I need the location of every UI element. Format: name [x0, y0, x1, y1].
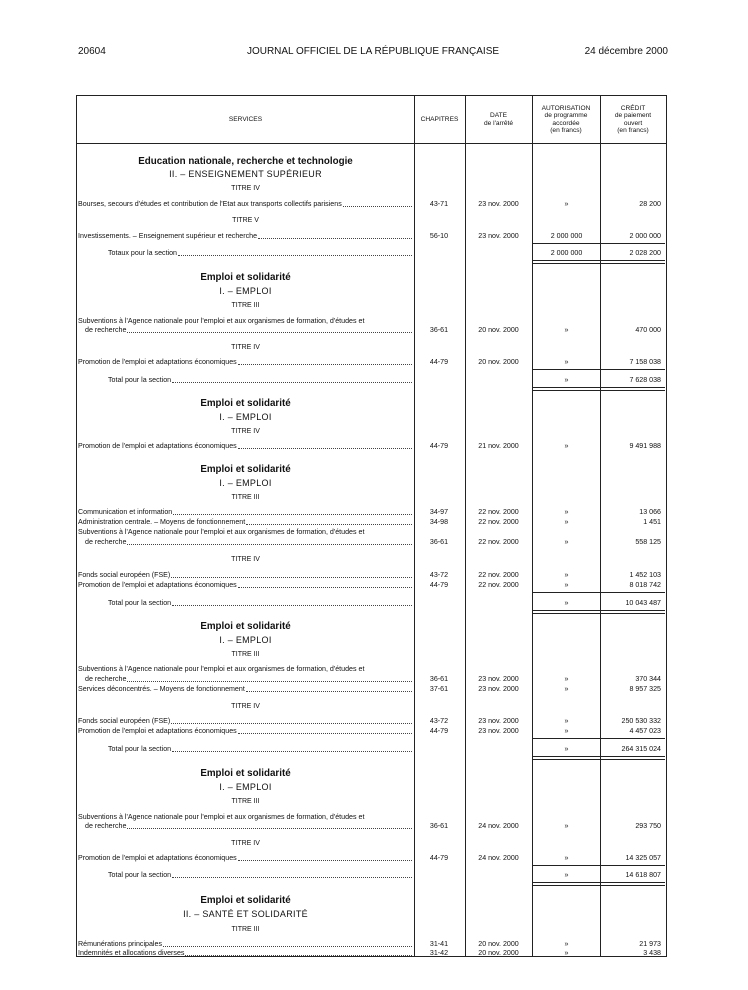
subtotal-rule — [533, 243, 665, 244]
titre-heading: TITRE III — [231, 302, 260, 309]
subtotal-rule — [533, 738, 665, 739]
subtotal-rule — [533, 592, 665, 593]
table-row: Indemnités et allocations diverses 31-42 20 nov. 2000 » 3 438 — [78, 949, 661, 957]
credits-table — [76, 95, 667, 957]
ministry-heading: Emploi et solidarité — [200, 272, 291, 283]
header-services: SERVICES — [228, 115, 263, 123]
section-subtitle: I. – EMPLOI — [219, 782, 272, 792]
table-row: Services déconcentrés. – Moyens de fonctionnement 37-61 23 nov. 2000 » 8 957 325 — [78, 685, 661, 693]
total-rule — [533, 610, 665, 614]
page-header — [78, 46, 668, 60]
table-row: Subventions à l'Agence nationale pour l'emploi et aux organismes de formation, d'études et — [78, 813, 365, 821]
titre-heading: TITRE III — [231, 926, 260, 933]
section-subtitle: I. – EMPLOI — [219, 478, 272, 488]
publication-date: 24 décembre 2000 — [584, 46, 668, 57]
section-subtitle: I. – EMPLOI — [219, 635, 272, 645]
table-row: Subventions à l'Agence nationale pour l'emploi et aux organismes de formation, d'études et — [78, 665, 365, 673]
section-subtitle: II. – SANTÉ ET SOLIDARITÉ — [183, 909, 308, 919]
table-row: Fonds social européen (FSE) 43-72 22 nov. 2000 » 1 452 103 — [78, 571, 661, 579]
table-row: Promotion de l'emploi et adaptations économiques 44-79 20 nov. 2000 » 7 158 038 — [78, 358, 661, 366]
page-number: 20604 — [78, 46, 106, 57]
header-date: DATE de l'arrêté — [483, 112, 514, 127]
section-subtitle: II. – ENSEIGNEMENT SUPÉRIEUR — [169, 169, 322, 179]
subtotal-rule — [533, 865, 665, 866]
titre-heading: TITRE IV — [231, 428, 260, 435]
table-row: de recherche 36-61 22 nov. 2000 » 558 125 — [85, 538, 661, 546]
table-row: Investissements. – Enseignement supérieur et recherche 56-10 23 nov. 2000 2 000 000 2 000 000 — [78, 232, 661, 240]
table-row: Promotion de l'emploi et adaptations économiques 44-79 23 nov. 2000 » 4 457 023 — [78, 727, 661, 735]
ministry-heading: Emploi et solidarité — [200, 464, 291, 475]
titre-heading: TITRE III — [231, 651, 260, 658]
table-row: Communication et information 34-97 22 nov. 2000 » 13 066 — [78, 508, 661, 516]
titre-heading: TITRE IV — [231, 840, 260, 847]
table-row: de recherche 36-61 24 nov. 2000 » 293 750 — [85, 822, 661, 830]
section-subtitle: I. – EMPLOI — [219, 412, 272, 422]
total-row: Totaux pour la section 2 000 000 2 028 200 — [108, 249, 661, 257]
table-row: Promotion de l'emploi et adaptations économiques 44-79 22 nov. 2000 » 8 018 742 — [78, 581, 661, 589]
ministry-heading: Emploi et solidarité — [200, 895, 291, 906]
table-row: Fonds social européen (FSE) 43-72 23 nov. 2000 » 250 530 332 — [78, 717, 661, 725]
table-row: Subventions à l'Agence nationale pour l'emploi et aux organismes de formation, d'études et — [78, 528, 365, 536]
header-autorisation: AUTORISATION de programme accordée (en francs) — [541, 104, 591, 134]
ministry-heading: Emploi et solidarité — [200, 621, 291, 632]
titre-heading: TITRE III — [231, 494, 260, 501]
ministry-heading: Emploi et solidarité — [200, 398, 291, 409]
table-row: Bourses, secours d'études et contribution de l'Etat aux transports collectifs parisiens 43-71 23 nov. 2000 » 28 200 — [78, 200, 661, 208]
total-row: Total pour la section » 264 315 024 — [108, 745, 661, 753]
table-row: de recherche 36-61 20 nov. 2000 » 470 000 — [85, 326, 661, 334]
titre-heading: TITRE IV — [231, 185, 260, 192]
total-rule — [533, 882, 665, 886]
total-rule — [533, 260, 665, 264]
ministry-heading: Emploi et solidarité — [200, 768, 291, 779]
ministry-heading: Education nationale, recherche et technologie — [138, 156, 353, 167]
column-headers — [77, 96, 666, 144]
total-rule — [533, 756, 665, 760]
table-row: de recherche 36-61 23 nov. 2000 » 370 344 — [85, 675, 661, 683]
table-row: Rémunérations principales 31-41 20 nov. 2000 » 21 973 — [78, 940, 661, 948]
titre-heading: TITRE III — [231, 798, 260, 805]
total-row: Total pour la section » 10 043 487 — [108, 599, 661, 607]
table-row: Promotion de l'emploi et adaptations économiques 44-79 21 nov. 2000 » 9 491 988 — [78, 442, 661, 450]
table-row: Promotion de l'emploi et adaptations économiques 44-79 24 nov. 2000 » 14 325 057 — [78, 854, 661, 862]
total-row: Total pour la section » 7 628 038 — [108, 376, 661, 384]
titre-heading: TITRE V — [232, 217, 259, 224]
table-row: Subventions à l'Agence nationale pour l'emploi et aux organismes de formation, d'études et — [78, 317, 365, 325]
titre-heading: TITRE IV — [231, 703, 260, 710]
header-chapitres: CHAPITRES — [420, 115, 459, 123]
total-row: Total pour la section » 14 618 807 — [108, 871, 661, 879]
header-credit: CRÉDIT de paiement ouvert (en francs) — [614, 104, 652, 134]
titre-heading: TITRE IV — [231, 556, 260, 563]
subtotal-rule — [533, 369, 665, 370]
table-row: Administration centrale. – Moyens de fonctionnement 34-98 22 nov. 2000 » 1 451 — [78, 518, 661, 526]
section-subtitle: I. – EMPLOI — [219, 286, 272, 296]
titre-heading: TITRE IV — [231, 344, 260, 351]
total-rule — [533, 387, 665, 391]
journal-title: JOURNAL OFFICIEL DE LA RÉPUBLIQUE FRANÇAISE — [246, 46, 500, 57]
